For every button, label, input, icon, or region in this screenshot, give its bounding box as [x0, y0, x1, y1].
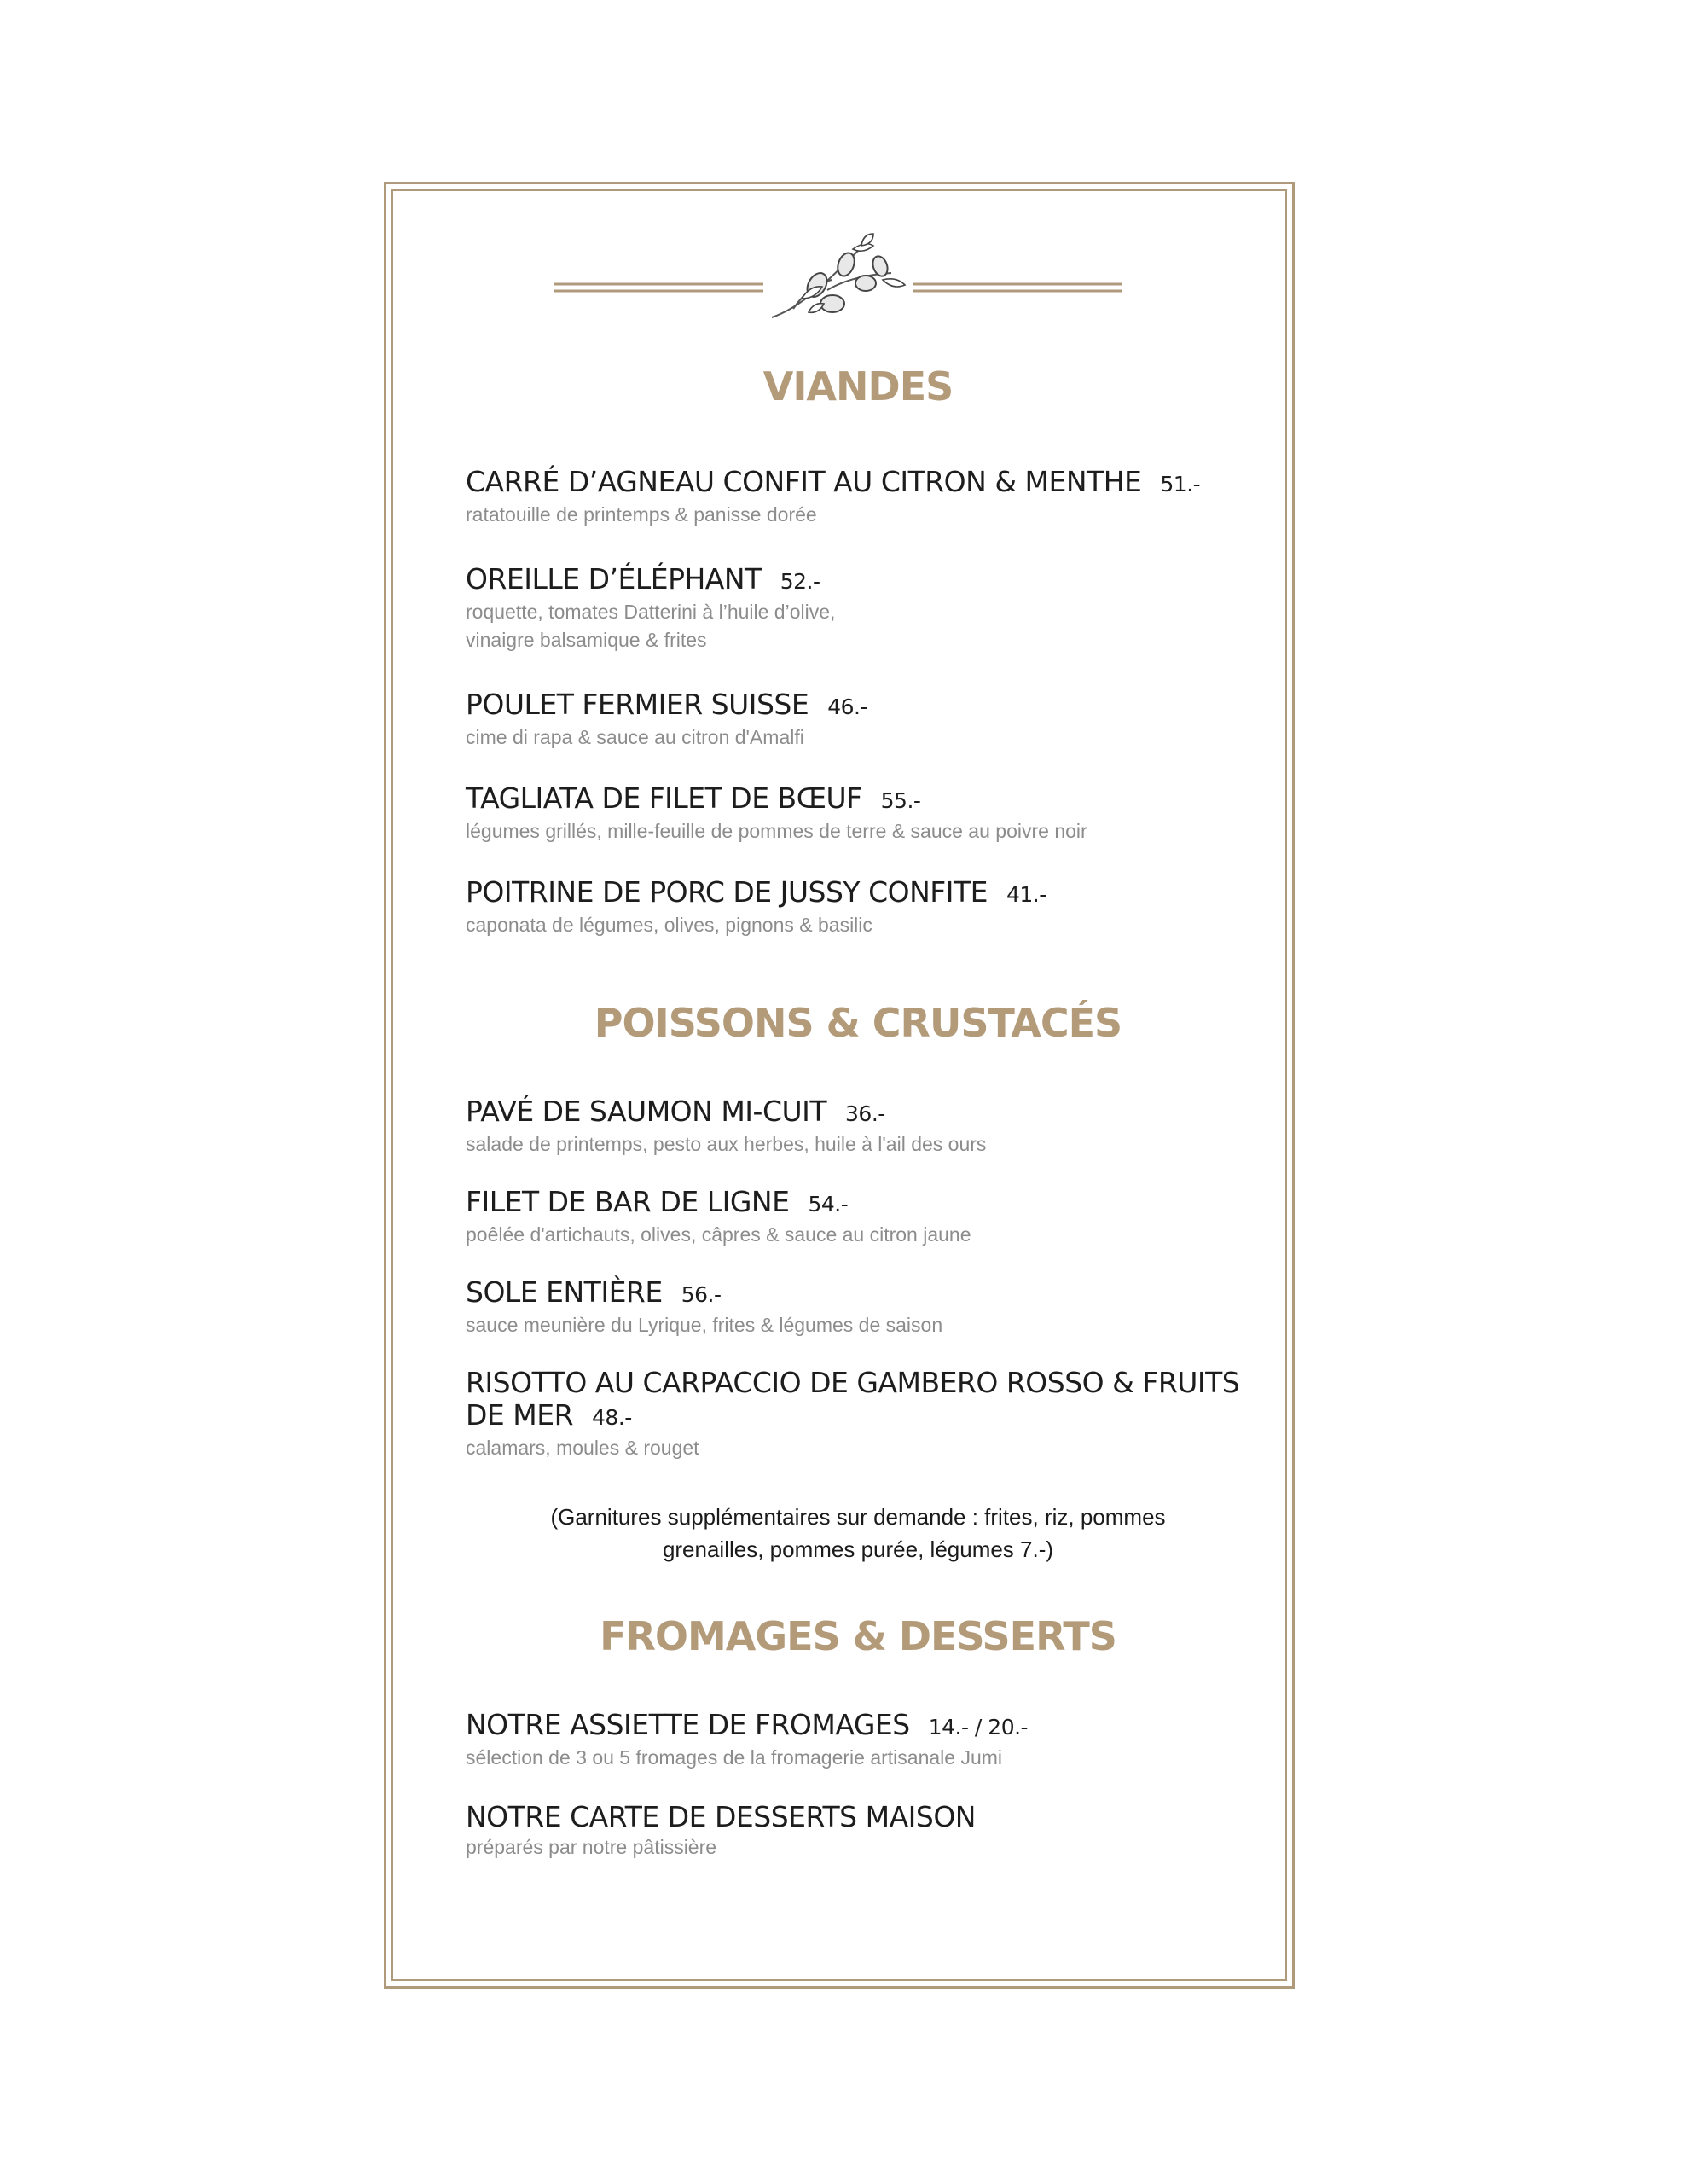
item-description: légumes grillés, mille-feuille de pommes de terre & sauce au poivre noir: [466, 820, 1087, 842]
item-price: 55.-: [880, 788, 921, 813]
item-description: préparés par notre pâtissière: [466, 1836, 717, 1858]
menu-item: [466, 1276, 1250, 1339]
menu-item: [466, 466, 1250, 529]
item-price: 14.- / 20.-: [928, 1715, 1029, 1740]
item-name: NOTRE CARTE DE DESSERTS MAISON: [466, 1800, 976, 1833]
item-price: 36.-: [845, 1101, 885, 1126]
menu-item: [466, 1186, 1250, 1249]
item-name: PAVÉ DE SAUMON MI-CUIT: [466, 1095, 827, 1128]
item-description: sauce meunière du Lyrique, frites & légumes de saison: [466, 1314, 943, 1336]
item-name: RISOTTO AU CARPACCIO DE GAMBERO ROSSO & FRUITS DE MER: [466, 1366, 1240, 1432]
item-name: NOTRE ASSIETTE DE FROMAGES: [466, 1708, 910, 1741]
item-description: salade de printemps, pesto aux herbes, huile à l'ail des ours: [466, 1133, 987, 1155]
item-description: vinaigre balsamique & frites: [466, 629, 707, 651]
menu-item: [466, 1367, 1250, 1462]
section-title-poissons: POISSONS & CRUSTACÉS: [594, 1000, 1122, 1046]
menu-item: [466, 563, 1250, 654]
item-name: POULET FERMIER SUISSE: [466, 688, 809, 721]
item-price: 56.-: [681, 1282, 722, 1307]
item-price: 54.-: [808, 1192, 849, 1217]
item-description: calamars, moules & rouget: [466, 1437, 699, 1459]
item-price: 41.-: [1006, 882, 1046, 907]
item-price: 52.-: [780, 569, 820, 594]
menu-item: [466, 1801, 1250, 1862]
olive-branch-icon: [546, 230, 1143, 333]
garnish-note: (Garnitures supplémentaires sur demande : frites, riz, pommes grenailles, pommes purée, légumes 7.-): [550, 1504, 1166, 1562]
item-name: POITRINE DE PORC DE JUSSY CONFITE: [466, 875, 988, 909]
item-name: CARRÉ D’AGNEAU CONFIT AU CITRON & MENTHE: [466, 465, 1142, 498]
item-price: 46.-: [827, 694, 868, 719]
menu-item: [466, 876, 1250, 939]
section-title-fromages: FROMAGES & DESSERTS: [600, 1613, 1116, 1659]
item-name: FILET DE BAR DE LIGNE: [466, 1185, 790, 1218]
item-description: poêlée d'artichauts, olives, câpres & sauce au citron jaune: [466, 1223, 971, 1246]
menu-content: [466, 363, 1250, 1862]
menu-item: [466, 782, 1250, 845]
menu-item: [466, 1709, 1250, 1772]
item-price: 51.-: [1160, 472, 1201, 497]
item-name: SOLE ENTIÈRE: [466, 1275, 663, 1309]
section-title-viandes: VIANDES: [762, 363, 954, 410]
item-description: cime di rapa & sauce au citron d'Amalfi: [466, 726, 804, 748]
menu-item: [466, 688, 1250, 752]
item-name: TAGLIATA DE FILET DE BŒUF: [466, 781, 862, 815]
item-price: 48.-: [592, 1405, 632, 1430]
item-description: ratatouille de printemps & panisse dorée: [466, 503, 817, 526]
item-description: roquette, tomates Datterini à l’huile d’olive,: [466, 601, 836, 623]
item-name: OREILLE D’ÉLÉPHANT: [466, 562, 762, 595]
item-description: caponata de légumes, olives, pignons & basilic: [466, 914, 872, 936]
menu-item: [466, 1095, 1250, 1159]
item-description: sélection de 3 ou 5 fromages de la fromagerie artisanale Jumi: [466, 1746, 1003, 1769]
